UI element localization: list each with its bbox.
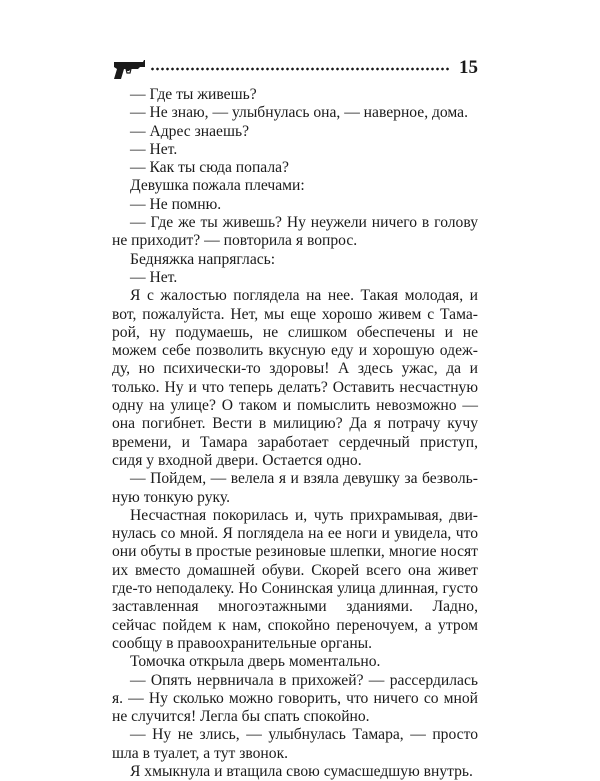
paragraph: — Не помню. <box>130 195 222 213</box>
gun-icon <box>112 58 146 80</box>
paragraph: Я хмыкнула и втащила свою сумасшедшую внутрь. <box>130 762 473 780</box>
paragraph: — Как ты сюда попала? <box>130 159 289 177</box>
page-header <box>112 54 478 88</box>
paragraph: — Адрес знаешь? <box>130 122 250 140</box>
paragraph: — Ну не злись, — улыбнулась Тамара, — просто шла в туалет, а тут звонок. <box>112 726 478 762</box>
paragraph: — Где же ты живешь? Ну неужели ничего в голову не приходит? — повторила я вопрос. <box>112 214 478 250</box>
paragraph: — Где ты живешь? <box>130 86 257 103</box>
paragraph: Девушка пожала плечами: <box>130 177 305 195</box>
paragraph: Бедняжка напряглась: <box>130 250 276 268</box>
paragraph: — Не знаю, — улыбнулась она, — наверное, дома. <box>130 104 469 122</box>
paragraph: Несчастная покорилась и, чуть прихрамывая, двинулась со мной. Я поглядела на ее ноги и увидела, что они обуты в простые резиновые шлепки, многие носят их вместо домашней обуви. Скорей всего она живет где-то неподалеку. Но Сонинская улица длинная, густо заставленная многоэтажными зданиями. Ладно, сейчас пойдем к нам, спокойно переночуем, а утром сообщу в правоохранительные органы. <box>112 506 478 652</box>
paragraph: — Нет. <box>130 140 178 158</box>
page-number: 15 <box>459 57 478 78</box>
body-text <box>112 86 478 781</box>
paragraph: Я с жалостью поглядела на нее. Такая молодая, и вот, пожалуйста. Нет, мы еще хорошо живем с Тамарой, ну подумаешь, не слишком обеспечены и не можем себе позволить вкусную еду и хорошую одежду, но психически-то здоровы! А здесь ужас, да и только. Ну и что теперь делать? Оставить несчастную одну на улице? О таком и помыслить невозможно — она погибнет. Вести в милицию? Да я потрачу кучу времени, и Тамара заработает сердечный приступ, сидя у входной двери. Остается одно. <box>112 287 478 469</box>
paragraph: — Нет. <box>130 268 178 286</box>
paragraph: — Пойдем, — велела я и взяла девушку за безвольную тонкую руку. <box>112 470 478 506</box>
paragraph: Томочка открыла дверь моментально. <box>130 653 381 671</box>
paragraph: — Опять нервничала в прихожей? — рассердилась я. — Ну сколько можно говорить, что ничего со мной не случится! Легла бы спать спокойно. <box>112 671 478 726</box>
dotted-rule <box>150 67 450 71</box>
